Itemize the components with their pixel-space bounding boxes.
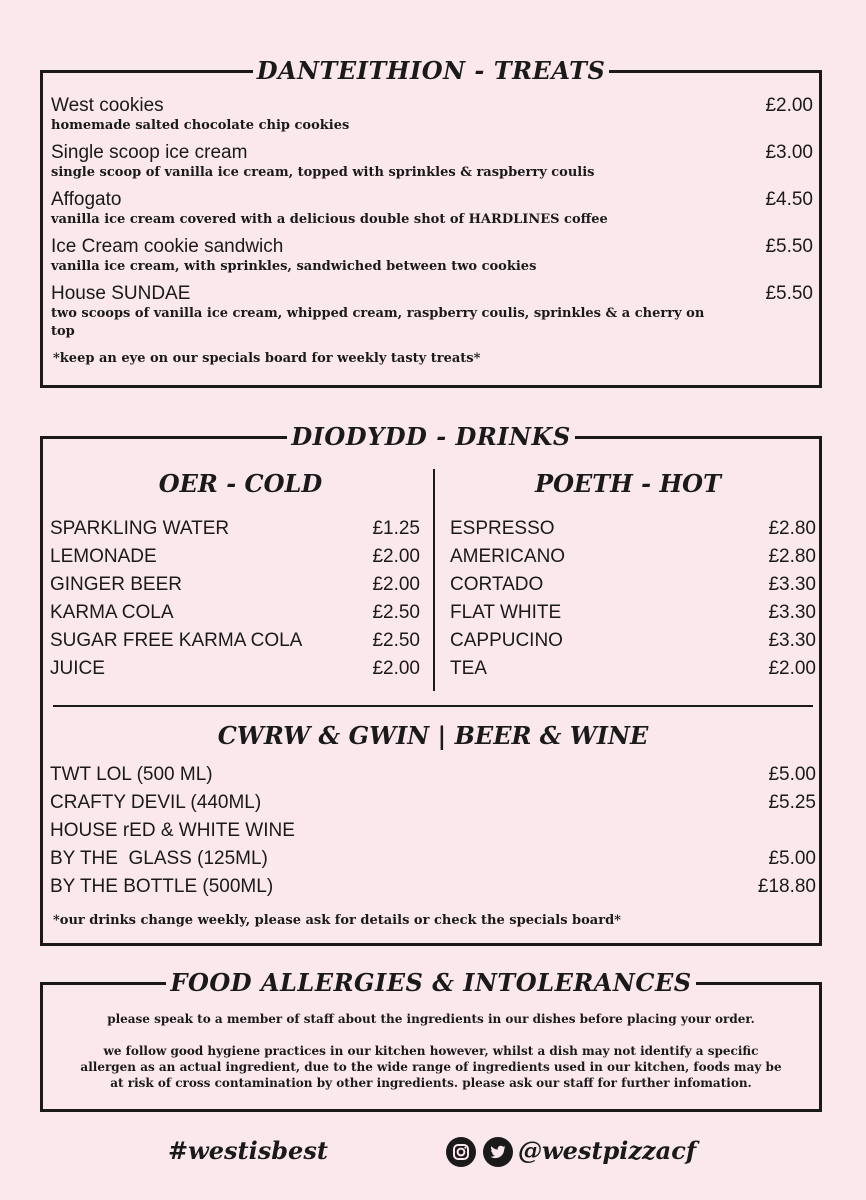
drink-row: [450, 655, 816, 683]
drink-price: £3.30: [768, 602, 816, 623]
drink-name: FLAT WHITE: [450, 602, 562, 623]
drink-price: £2.50: [372, 602, 420, 623]
menu-item: [51, 236, 813, 276]
drink-name: GINGER BEER: [50, 574, 182, 595]
drink-name: TWT LOL (500 ML): [50, 764, 213, 785]
menu-item: [51, 283, 813, 341]
drink-name: SUGAR FREE KARMA COLA: [50, 630, 303, 651]
drink-name: CRAFTY DEVIL (440ML): [50, 792, 262, 813]
allergy-text-1: please speak to a member of staff about the ingredients in our dishes before placing your order.: [107, 1012, 755, 1026]
section-divider: [53, 705, 813, 707]
treats-section: [40, 56, 822, 388]
allergy-text-2: we follow good hygiene practices in our kitchen however, whilst a dish may not identify a specific allergen as an actual ingredient, due to the wide range of ingredients used in our kitchen, foods may be at risk of cross contamination by other ingredients. please ask our staff for further infomation.: [80, 1044, 782, 1090]
drink-price: £5.00: [768, 764, 816, 785]
item-desc: homemade salted chocolate chip cookies: [51, 118, 350, 133]
drink-row: [50, 599, 420, 627]
item-name: House SUNDAE: [51, 283, 191, 304]
drink-name: ESPRESSO: [450, 518, 555, 539]
drink-row: [50, 817, 816, 845]
drink-name: KARMA COLA: [50, 602, 174, 623]
drink-name: CORTADO: [450, 574, 544, 595]
drink-row: [50, 789, 816, 817]
drink-name: BY THE GLASS (125ML): [50, 848, 268, 869]
item-desc: vanilla ice cream covered with a delicious double shot of HARDLINES coffee: [51, 212, 608, 227]
drink-row: [450, 515, 816, 543]
drink-price: £3.30: [768, 574, 816, 595]
drink-price: £2.00: [372, 658, 420, 679]
drink-row: [50, 515, 420, 543]
allergy-section: [40, 968, 822, 1112]
drinks-note: *our drinks change weekly, please ask for details or check the specials board*: [53, 913, 621, 928]
cold-heading: OER - COLD: [158, 469, 323, 498]
drink-name: SPARKLING WATER: [50, 518, 230, 539]
drinks-title: DIODYDD - DRINKS: [287, 422, 574, 451]
menu-item: [51, 142, 813, 182]
hot-heading: POETH - HOT: [535, 469, 721, 498]
drink-price: £1.25: [372, 518, 420, 539]
drink-price: £18.80: [757, 876, 816, 897]
item-price: £5.50: [765, 283, 813, 304]
drink-price: £5.00: [768, 848, 816, 869]
item-name: Ice Cream cookie sandwich: [51, 236, 284, 257]
drink-row: [50, 543, 420, 571]
treats-note: *keep an eye on our specials board for weekly tasty treats*: [53, 351, 481, 366]
item-price: £2.00: [765, 95, 813, 116]
instagram-icon[interactable]: [446, 1137, 476, 1167]
column-divider: [433, 469, 435, 691]
item-desc: single scoop of vanilla ice cream, topped with sprinkles & raspberry coulis: [51, 165, 595, 180]
drink-name: TEA: [450, 658, 487, 679]
drink-row: [50, 655, 420, 683]
drink-row: [450, 571, 816, 599]
item-price: £5.50: [765, 236, 813, 257]
drink-price: £2.80: [768, 546, 816, 567]
drink-price: £2.00: [372, 574, 420, 595]
drink-row: [50, 873, 816, 901]
drink-price: £2.50: [372, 630, 420, 651]
drink-row: [50, 761, 816, 789]
drink-price: £2.00: [768, 658, 816, 679]
drink-row: [450, 543, 816, 571]
beer-wine-heading: CWRW & GWIN | BEER & WINE: [217, 721, 649, 750]
drink-price: £2.80: [768, 518, 816, 539]
item-name: Affogato: [51, 189, 122, 210]
drinks-section: [40, 422, 822, 946]
item-name: West cookies: [51, 95, 164, 116]
menu-item: [51, 95, 813, 135]
drink-row: [50, 571, 420, 599]
drink-row: [50, 845, 816, 873]
item-price: £3.00: [765, 142, 813, 163]
drink-name: BY THE BOTTLE (500ML): [50, 876, 274, 897]
drink-price: £5.25: [768, 792, 816, 813]
drink-name: CAPPUCINO: [450, 630, 563, 651]
drink-row: [50, 627, 420, 655]
drink-name: LEMONADE: [50, 546, 157, 567]
item-desc: vanilla ice cream, with sprinkles, sandwiched between two cookies: [51, 259, 537, 274]
drink-name: AMERICANO: [450, 546, 566, 567]
item-name: Single scoop ice cream: [51, 142, 248, 163]
drink-row: [450, 627, 816, 655]
item-desc: two scoops of vanilla ice cream, whipped cream, raspberry coulis, sprinkles & a cherry on top: [51, 306, 705, 339]
treats-title: DANTEITHION - TREATS: [253, 56, 610, 85]
drink-price: £3.30: [768, 630, 816, 651]
drink-row: [450, 599, 816, 627]
menu-item: [51, 189, 813, 229]
drink-name: HOUSE rED & WHITE WINE: [50, 820, 295, 841]
drink-name: JUICE: [50, 658, 105, 679]
allergy-title: FOOD ALLERGIES & INTOLERANCES: [166, 968, 695, 997]
twitter-icon[interactable]: [483, 1137, 513, 1167]
hashtag: #westisbest: [168, 1136, 328, 1165]
item-price: £4.50: [765, 189, 813, 210]
social-handle[interactable]: @westpizzacf: [518, 1136, 697, 1165]
drink-price: £2.00: [372, 546, 420, 567]
